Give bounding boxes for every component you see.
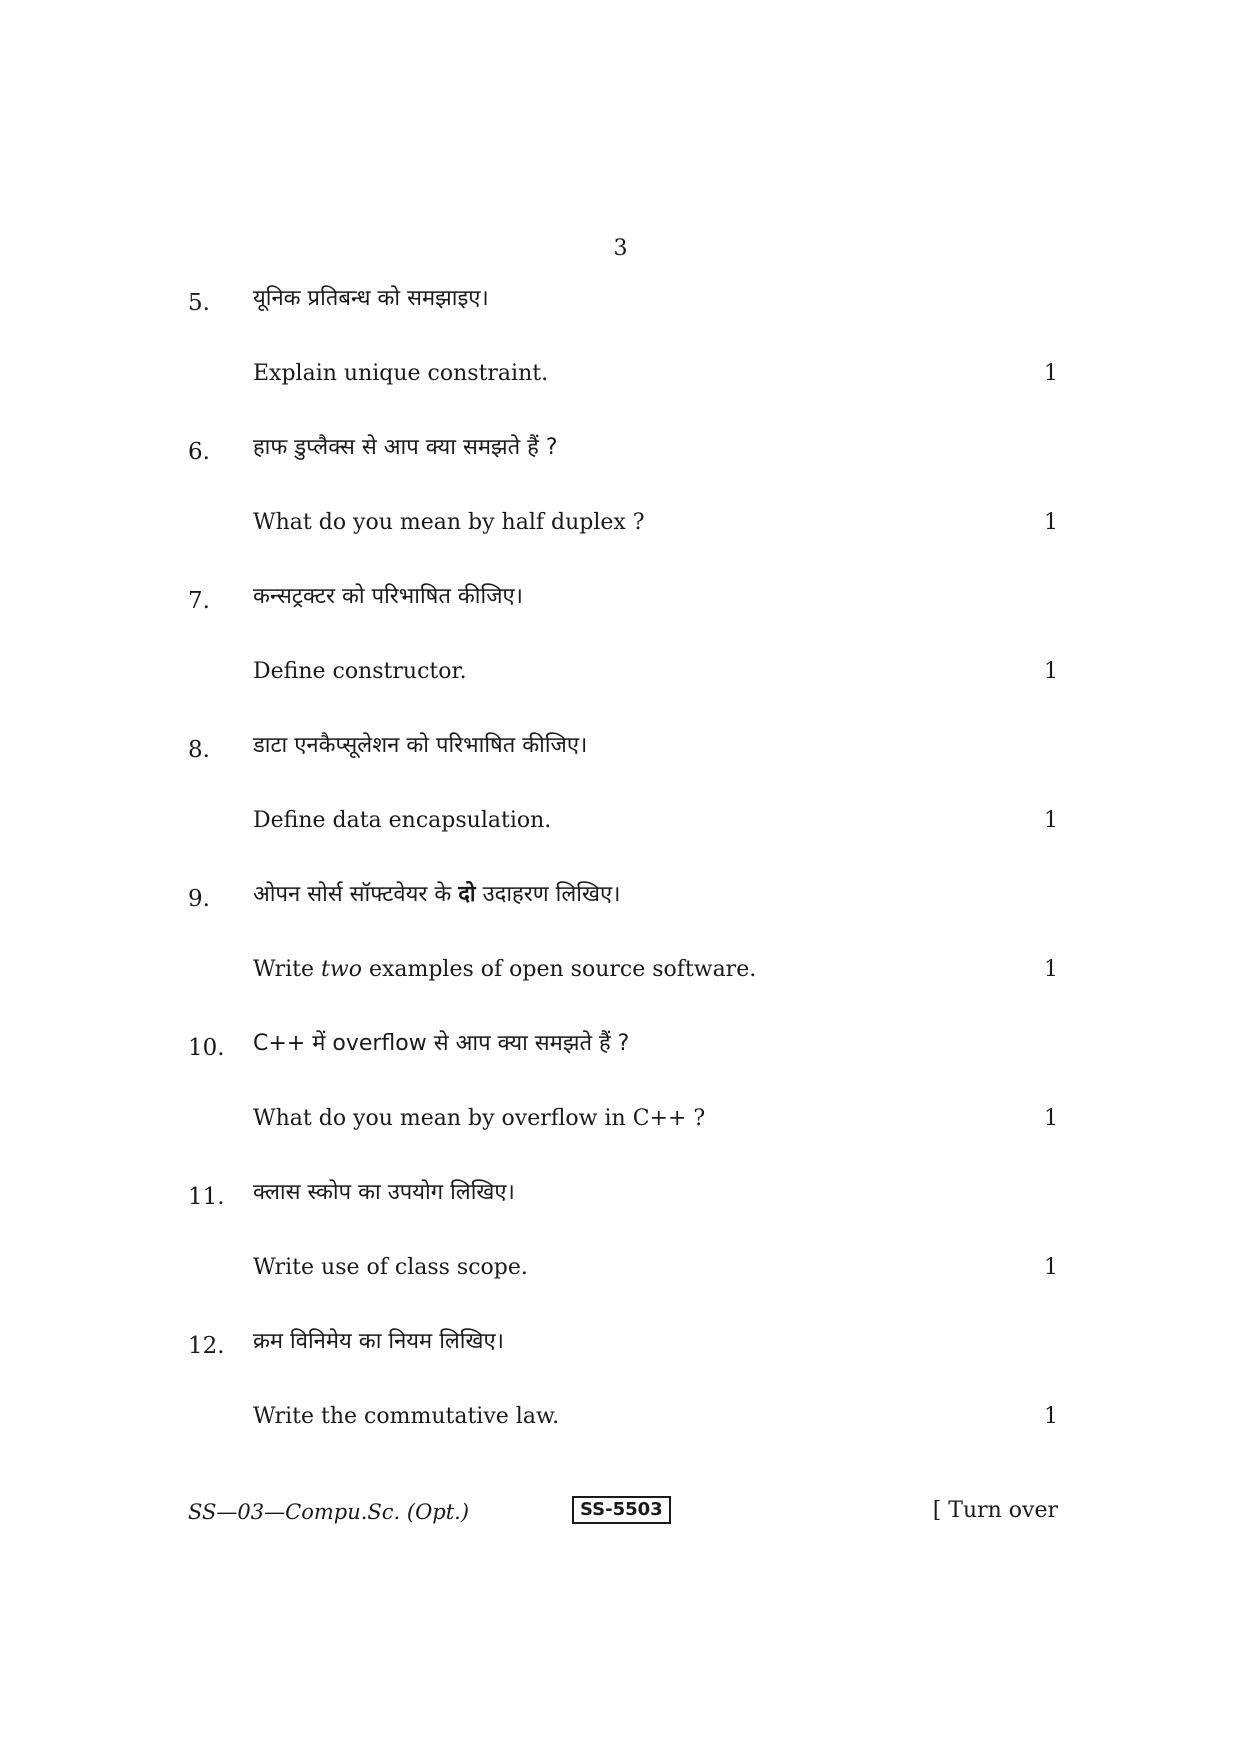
question-number: 9. [188,886,210,912]
hindi-text-part: ओपन सोर्स सॉफ्टवेयर के [253,882,459,907]
question-number: 5. [188,290,210,316]
question-marks: 1 [1044,659,1058,684]
paper-code-box: SS-5503 [572,1496,671,1524]
question-11 [188,1173,1058,1288]
question-6 [188,428,1058,543]
question-text-hindi: क्लास स्कोप का उपयोग लिखिए। [253,1180,515,1205]
question-english-row [188,354,1058,394]
question-text-hindi: डाटा एनकैप्सूलेशन को परिभाषित कीजिए। [253,733,588,758]
question-text-english: Write the commutative law. [253,1404,560,1429]
question-marks: 1 [1044,957,1058,982]
question-text-hindi [253,875,620,915]
question-number: 12. [188,1333,225,1359]
english-emphasis: two [321,957,362,982]
question-number: 8. [188,737,210,763]
question-marks: 1 [1044,1106,1058,1131]
question-english-row [188,1397,1058,1437]
question-text-hindi: क्रम विनिमेय का नियम लिखिए। [253,1329,505,1354]
question-hindi-row [188,875,1058,915]
question-text-english: What do you mean by overflow in C++ ? [253,1106,706,1131]
question-text-english: Write use of class scope. [253,1255,528,1280]
question-hindi-row [188,577,1058,617]
question-text-hindi: C++ में overflow से आप क्या समझते हैं ? [253,1031,630,1056]
question-text-hindi: कन्सट्रक्टर को परिभाषित कीजिए। [253,584,524,609]
question-7 [188,577,1058,692]
question-text-english: What do you mean by half duplex ? [253,510,645,535]
question-english-row [188,1248,1058,1288]
question-hindi-row [188,428,1058,468]
question-text-english: Explain unique constraint. [253,361,549,386]
question-marks: 1 [1044,361,1058,386]
english-text-part: examples of open source software. [361,957,757,982]
page-number: 3 [613,236,628,261]
question-8 [188,726,1058,841]
hindi-emphasis: दो [458,882,476,907]
question-number: 11. [188,1184,225,1210]
question-text-hindi: हाफ डुप्लैक्स से आप क्या समझते हैं ? [253,435,558,460]
english-text-part: Write [253,957,322,982]
question-english-row [188,950,1058,990]
question-number: 6. [188,439,210,465]
turn-over-note: [ Turn over [932,1498,1058,1523]
question-text-english [253,950,756,990]
question-12 [188,1322,1058,1437]
question-hindi-row [188,1322,1058,1362]
question-english-row [188,1099,1058,1139]
hindi-text-part: उदाहरण लिखिए। [475,882,621,907]
question-hindi-row [188,1173,1058,1213]
question-english-row [188,801,1058,841]
question-5 [188,279,1058,394]
question-marks: 1 [1044,1404,1058,1429]
question-number: 7. [188,588,210,614]
question-marks: 1 [1044,1255,1058,1280]
question-text-hindi: यूनिक प्रतिबन्ध को समझाइए। [253,286,489,311]
question-text-english: Define data encapsulation. [253,808,552,833]
question-english-row [188,503,1058,543]
question-9 [188,875,1058,990]
question-marks: 1 [1044,808,1058,833]
question-english-row [188,652,1058,692]
question-hindi-row [188,1024,1058,1064]
question-text-english: Define constructor. [253,659,467,684]
question-10 [188,1024,1058,1139]
paper-subject-code: SS—03—Compu.Sc. (Opt.) [188,1500,470,1524]
question-hindi-row [188,726,1058,766]
question-number: 10. [188,1035,225,1061]
question-marks: 1 [1044,510,1058,535]
page-footer [188,1494,1058,1534]
question-hindi-row [188,279,1058,319]
